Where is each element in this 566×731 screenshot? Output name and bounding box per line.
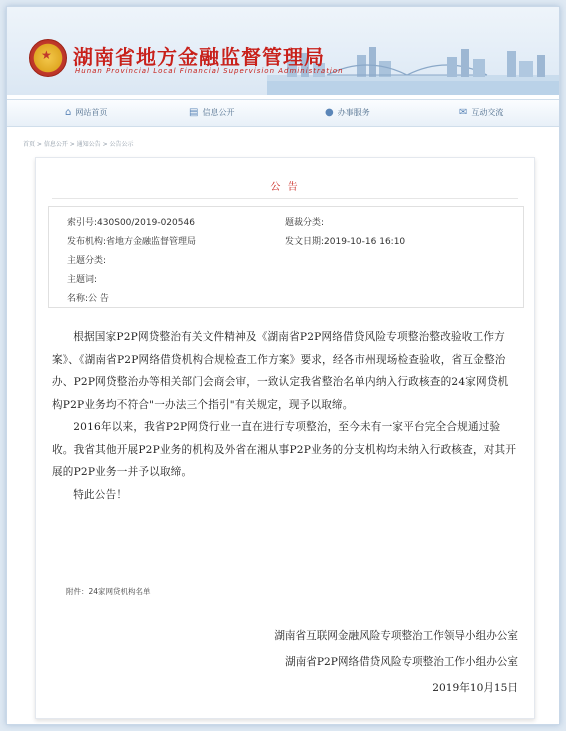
nav-item-home[interactable]: ⌂ 网站首页 [65, 107, 108, 118]
site-header [7, 7, 559, 95]
notice-body [52, 326, 518, 506]
meta-topic: 主题分类: [67, 256, 107, 266]
main-nav [7, 99, 559, 127]
breadcrumb[interactable]: 首页 > 信息公开 > 通知公告 > 公告公示 [23, 141, 134, 148]
notice-title: 公 告 [270, 182, 300, 193]
meta-index: 索引号:430S00/2019-020546 [67, 218, 195, 228]
document-icon: ▤ [189, 107, 199, 118]
home-icon: ⌂ [65, 107, 72, 118]
page-frame [6, 6, 560, 725]
nav-item-services[interactable]: ● 办事服务 [325, 107, 370, 118]
meta-date: 发文日期:2019-10-16 16:10 [285, 237, 406, 247]
title-divider [52, 198, 518, 199]
notice-meta-table [48, 206, 524, 308]
nav-item-interaction[interactable]: ✉ 互动交流 [459, 107, 504, 118]
person-icon: ● [325, 107, 334, 118]
national-emblem-icon: ★ [29, 39, 67, 77]
meta-publisher: 发布机构:省地方金融监督管理局 [67, 237, 197, 247]
body-paragraph: 2016年以来，我省P2P网贷行业一直在进行专项整治，至今未有一家平台完全合规通过验收。我省其他开展P2P业务的机构及外省在湘从事P2P业务的分支机构均未纳入行政核查，对其开展的P2P业务一并予以取缔。 [52, 421, 517, 478]
signature-office-1: 湖南省互联网金融风险专项整治工作领导小组办公室 [274, 630, 518, 642]
notice-date: 2019年10月15日 [432, 682, 518, 694]
nav-item-info-public[interactable]: ▤ 信息公开 [189, 107, 235, 118]
body-paragraph: 根据国家P2P网贷整治有关文件精神及《湖南省P2P网络借贷风险专项整治整改验收工作方案》、《湖南省P2P网络借贷机构合规检查工作方案》要求，经各市州现场检查验收，省互金整治办、P2P网贷整治办等相关部门会商会审，一致认定我省整治名单内纳入行政核查的24家网贷机构P2P业务均不符合"一办法三个指引"有关规定，现予以取缔。 [52, 331, 509, 411]
chat-icon: ✉ [459, 107, 468, 118]
body-paragraph: 特此公告！ [73, 488, 128, 501]
meta-category: 题裁分类: [285, 218, 325, 228]
meta-name: 名称:公 告 [67, 294, 109, 304]
meta-keyword: 主题词: [67, 275, 98, 285]
site-title: 湖南省地方金融监督管理局 [73, 45, 325, 69]
attachment-link[interactable]: 附件：24家网贷机构名单 [66, 587, 151, 596]
notice-card [35, 157, 535, 719]
signature-office-2: 湖南省P2P网络借贷风险专项整治工作小组办公室 [285, 656, 518, 668]
site-subtitle: Hunan Provincial Local Financial Supervision Administration [75, 67, 344, 75]
